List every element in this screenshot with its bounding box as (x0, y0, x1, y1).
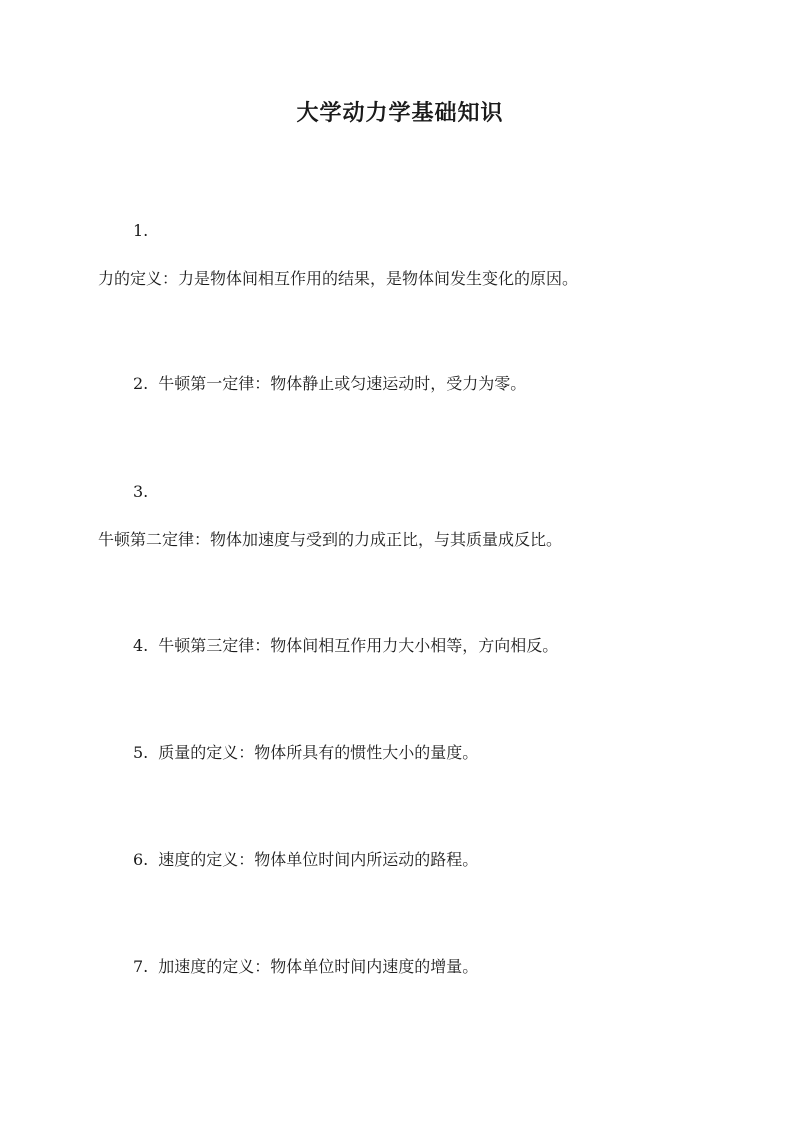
list-item-text: 牛顿第一定律：物体静止或匀速运动时，受力为零。 (158, 374, 527, 393)
list-item (133, 374, 526, 394)
list-item-number: 3. (133, 482, 149, 501)
list-item-number: 7. (133, 957, 149, 976)
document-title: 大学动力学基础知识 (296, 100, 504, 126)
list-item-number: 5. (133, 743, 149, 762)
list-item-number: 6. (133, 850, 149, 869)
list-item-text: 牛顿第二定律：物体加速度与受到的力成正比，与其质量成反比。 (98, 530, 563, 549)
list-item-text: 速度的定义：物体单位时间内所运动的路程。 (158, 850, 479, 869)
list-item (133, 743, 478, 763)
list-item (133, 850, 478, 870)
list-item-number: 4. (133, 636, 149, 655)
list-item-number: 1. (133, 221, 149, 240)
list-item (133, 957, 478, 977)
list-item (133, 636, 558, 656)
list-item-number: 2. (133, 374, 149, 393)
list-item-text: 加速度的定义：物体单位时间内速度的增量。 (158, 957, 479, 976)
list-item-text: 力的定义：力是物体间相互作用的结果，是物体间发生变化的原因。 (98, 269, 579, 288)
list-item-text: 质量的定义：物体所具有的惯性大小的量度。 (158, 743, 479, 762)
list-item-text: 牛顿第三定律：物体间相互作用力大小相等，方向相反。 (158, 636, 559, 655)
